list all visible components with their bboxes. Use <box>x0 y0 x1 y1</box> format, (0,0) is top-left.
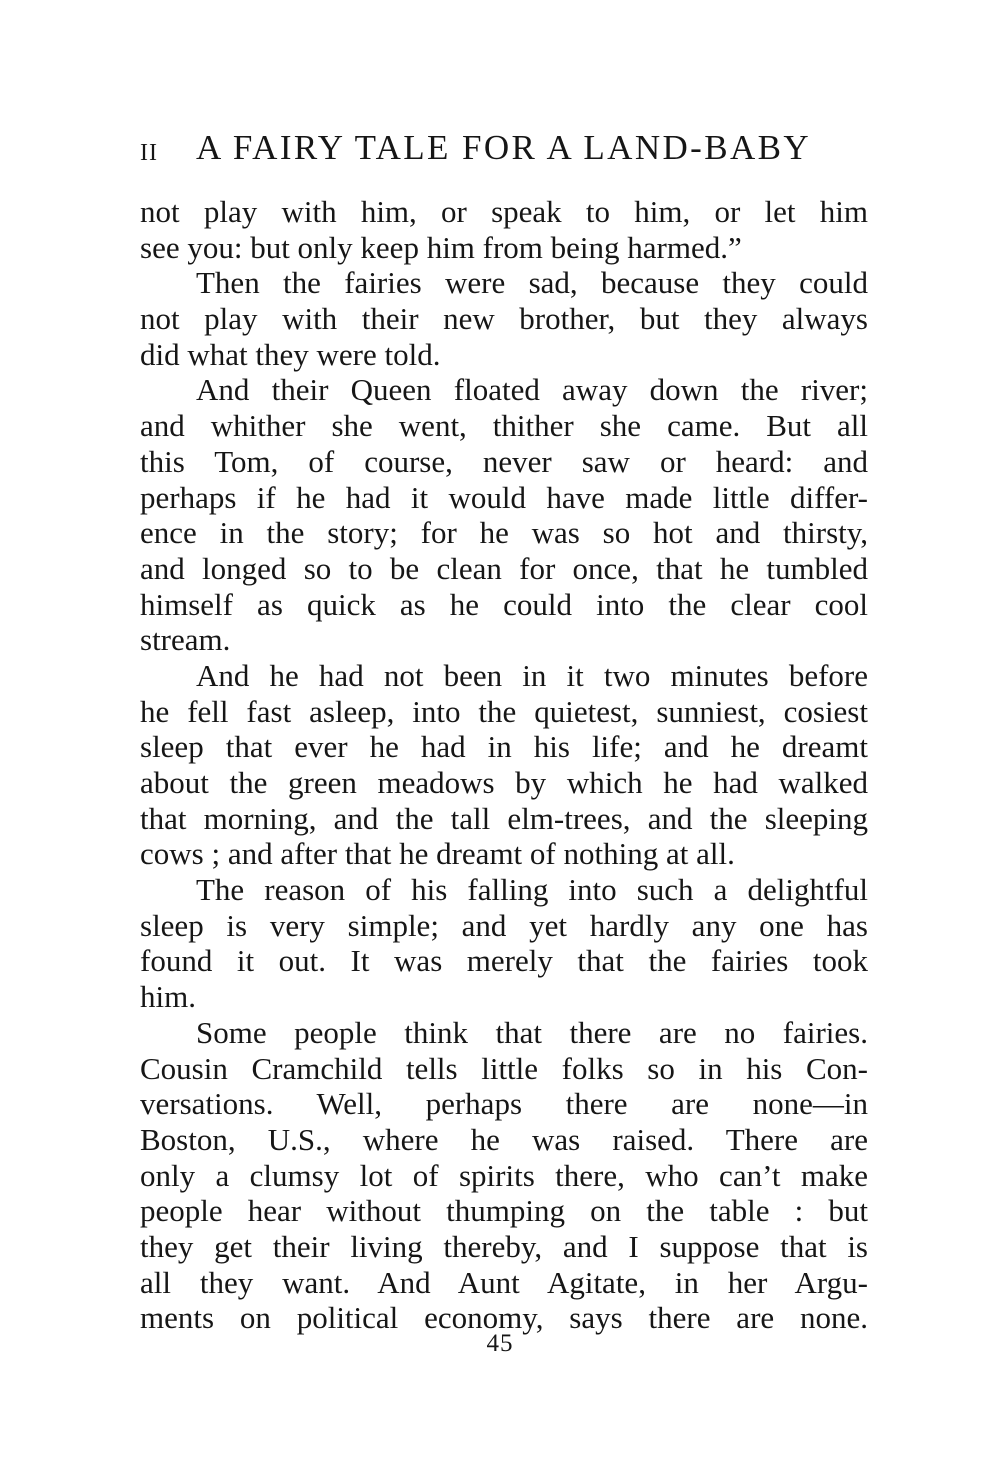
text-line: not play with their new brother, but they always <box>140 301 868 337</box>
text-line: ence in the story; for he was so hot and thirsty, <box>140 515 868 551</box>
text-line: sleep is very simple; and yet hardly any one has <box>140 907 868 943</box>
text-line: found it out. It was merely that the fairies took <box>140 943 868 979</box>
text-line: all they want. And Aunt Agitate, in her Argu- <box>140 1264 868 1300</box>
text-line: The reason of his falling into such a delightful <box>196 872 868 908</box>
text-line: himself as quick as he could into the clear cool <box>140 586 868 622</box>
text-line: and longed so to be clean for once, that he tumbled <box>140 550 868 586</box>
text-line: And he had not been in it two minutes before <box>196 657 868 693</box>
text-line: that morning, and the tall elm-trees, and the sleeping <box>140 800 868 836</box>
text-line: And their Queen floated away down the river; <box>196 372 868 408</box>
text-line: him. <box>140 979 196 1015</box>
text-line: Cousin Cramchild tells little folks so in his Con- <box>140 1050 868 1086</box>
text-line: they get their living thereby, and I suppose that is <box>140 1228 868 1264</box>
text-line: did what they were told. <box>140 336 441 372</box>
text-line: people hear without thumping on the table : but <box>140 1193 868 1229</box>
text-line: Boston, U.S., where he was raised. There are <box>140 1121 868 1157</box>
text-line: about the green meadows by which he had walked <box>140 765 868 800</box>
text-line: stream. <box>140 622 231 658</box>
chapter-numeral: II <box>140 140 158 166</box>
running-title: A FAIRY TALE FOR A LAND-BABY <box>196 128 812 167</box>
text-line: he fell fast asleep, into the quietest, sunniest, cosiest <box>140 693 868 729</box>
text-line: sleep that ever he had in his life; and he dreamt <box>140 729 868 765</box>
text-line: not play with him, or speak to him, or let him <box>140 194 868 229</box>
text-line: ments on political economy, says there are none. <box>140 1300 868 1336</box>
text-line: only a clumsy lot of spirits there, who can’t make <box>140 1157 868 1193</box>
text-line: Some people think that there are no fairies. <box>196 1014 868 1050</box>
page-number: 45 <box>486 1330 514 1357</box>
running-head <box>140 128 868 174</box>
text-line: this Tom, of course, never saw or heard: and <box>140 443 868 479</box>
text-line: see you: but only keep him from being harmed.” <box>140 229 742 265</box>
text-line: and whither she went, thither she came. But all <box>140 408 868 444</box>
text-line: versations. Well, perhaps there are none—in <box>140 1086 868 1122</box>
text-line: cows ; and after that he dreamt of nothing at all. <box>140 836 735 872</box>
text-line: Then the fairies were sad, because they could <box>196 265 868 301</box>
body-text <box>140 194 868 1336</box>
text-line: perhaps if he had it would have made little differ- <box>140 479 868 515</box>
